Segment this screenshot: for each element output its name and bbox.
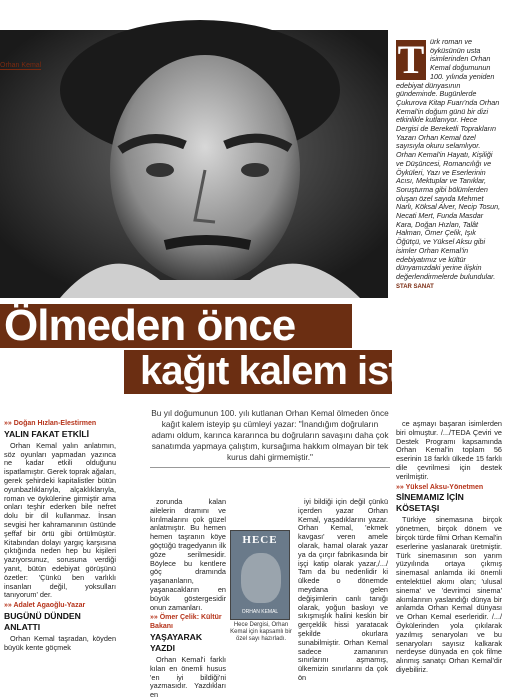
body-text: Orhan Kemal'i farklı kılan en önemli husus 'en iyi bildiği'ni yazmasıdır. Yazdıkları en [150, 654, 226, 700]
column-3 [298, 498, 388, 683]
drop-cap: T [397, 37, 425, 82]
headline [0, 300, 505, 398]
pull-quote [150, 408, 390, 468]
headline-line-1: Ölmeden önce [4, 301, 296, 350]
portrait-photo [0, 30, 388, 298]
column-2 [150, 498, 226, 700]
cover-name: ORHAN KEMAL [241, 609, 279, 615]
body-text: zorunda kalan ailelerin dramını ve kırılmalarını çok güzel anlatmıştır. Bu hemen hemen taşranın köye göçtüğü tragedyanın ilk göze serilmesidir. Böylece bu kentlere göç dramında yaşananların, yaşanacakların en büyük göstergesidir onun zamanları. [150, 497, 226, 612]
column-4 [396, 420, 502, 675]
subhead-4: SİNEMAMIZ İÇİN KÖSETAŞI [396, 492, 464, 514]
intro-text: ürk roman ve öyküsünün usta isimlerinden Orhan Kemal doğumunun 100. yılında yeniden edebiyat dünyasının gündeminde. Bugünlerde Çukurova Kitap Fuarı'nda Orhan Kemal'in doğum günü bir dizi etkinlikle kutlanıyor. Hece Dergisi de Bereketli Toprakların Yazarı Orhan Kemal özel sayısıyla okuru selamlıyor. Orhan Kemal'in Hayatı, Kişiliği ve Düşüncesi, Romancılığı ve Öyküleri, Yazı ve Eserlerinin Acısı, Mektuplar ve Tanıklar, Soruşturma gibi bölümlerden oluşan özel sayıda Mehmet Narlı, Köksal Alver, Necip Tosun, Necati Mert, Funda Masdar Kara, Doğan Hızlan, Talât Halman, Ömer Çelik, Işık Öğütçü, ve Yüksel Aksu gibi isimler Orhan Kemal'in edebiyatımız ve kültür dünyamızdaki yerine ilişkin değerlendirmelerde bulundular. STAR SANAT [396, 37, 501, 290]
subhead-3: YAŞAYARAK YAZDI [150, 631, 203, 653]
headline-line-2: kağıt kalem istedi [140, 349, 456, 393]
pull-quote-text: Bu yıl doğumunun 100. yılı kutlanan Orhan Kemal ölmeden önce kağıt kalem isteyip şu cümleyi yazar: "İnandığım doğruların adamı oldum, karınca kararınca bu doğruların savaşını daha çok sanatımda yapmaya çalıştım, kursağıma hakkım olmayan bir tek kurus dahi girmemiştir." [151, 408, 389, 462]
byline-1: »» Doğan Hızlan-Elestirmen [4, 420, 116, 429]
divider [150, 467, 390, 468]
body-text: Orhan Kemal taşradan, köyden büyük kente göçmek [4, 633, 116, 652]
body-text: Orhan Kemal yalın anlatımın, söz oyunları yapmadan yazınca ne kadar etkili olduğunu ispatlamıştır. Gerek toprak ağaları, gerek şehirdeki kapitalistler bütün oyunbazlıklarıyla, alçaklıklarıyla, roman ve öykülerine girmiştir ama onları teşhir ederken bile nefret dolu bir dil kullanmaz. İnsan sevgisi her kahramanının üstünde şeffaf bir örtü gibi örtülmüştür. Kitabından dolayı yargıç karşısına çıktığında neden hep bu kişileri yazıyorsunuz, sorusuna verdiği yanıt, bütün edebiyat görüşünü özetler: 'Çünkü ben varlıklı insanları değil, yoksulları tanıyorum' der. [4, 440, 116, 600]
magazine-cover [230, 530, 290, 620]
cover-caption: Hece Dergisi, Orhan Kemal için kapsamlı bir özel sayı hazırladı. [230, 622, 292, 642]
portrait-illustration [0, 30, 388, 298]
byline-2: »» Adalet Agaoğlu-Yazar [4, 602, 116, 611]
body-text: iyi bildiği için değil çünkü içerden yazar Orhan Kemal, yaşadıklarını yazar. Orhan Kemal, 'ekmek kavgası' veren amele olarak, hamal olarak yazar ya da çırçır fabrikasında bir işçi katip olarak yazar,/.../ Tam da bu nedenlidir ki ülkede o dönemde meydana gelen değişimlerin canlı tanığı olarak, yoğun baskıyı ve sıkışmışlık halini keskin bir gerçeklik hissi yaratacak şekilde okurlara sunabilmiştir. Orhan Kemal sadece zamanının sınırlarını aşmamış, ülkemizin sınırlarını da çok ön [298, 497, 388, 682]
body-text: ce aşmayı başaran isimlerden biri olmuştur. /.../TEDA Çeviri ve Destek Programı kapsamında Orhan Kemal'in toplam 56 eserinin 18 farklı ülkede 15 farklı dile çevrilmesi için destek verilmiştir. [396, 419, 502, 481]
cover-title: HECE [242, 534, 278, 546]
body-text: Türkiye sinemasına birçok yönetmen, birçok dönem ve birçok türde filmi Orhan Kemal'in eserlerine yaslanarak üretmiştir. Türk sinemasının son yarım yüzyılında ortaya çıkmış sinemasal anlamda iki önemli entelektüel akımı olan; 'ulusal sinema' ve 'devrimci sinema' akımlarının yaslandığı dünya bir anlamda Orhan Kemal dünyası ve Orhan Kemal eserleridir. /.../Öykülerinden yola çıkılarak yazılmış senaryoları ve bu senaryoları sayısız kalkarak nerdeyse dünyada en çok filme alınmış sanatçı Orhan Kemal'dir diyebiliriz. [396, 515, 502, 674]
photo-caption: Orhan Kemal [0, 62, 42, 69]
source-credit: STAR SANAT [396, 283, 434, 290]
subhead-2: BUGÜNÜ DÜNDEN ANLATTI [4, 610, 81, 632]
byline-4: »» Yüksel Aksu-Yönetmen [396, 484, 502, 493]
cover-portrait [241, 553, 281, 603]
byline-3: »» Ömer Çelik: Kültür Bakanı [150, 614, 226, 632]
column-1 [4, 420, 116, 653]
subhead-1: YALIN FAKAT ETKİLİ [4, 428, 89, 439]
